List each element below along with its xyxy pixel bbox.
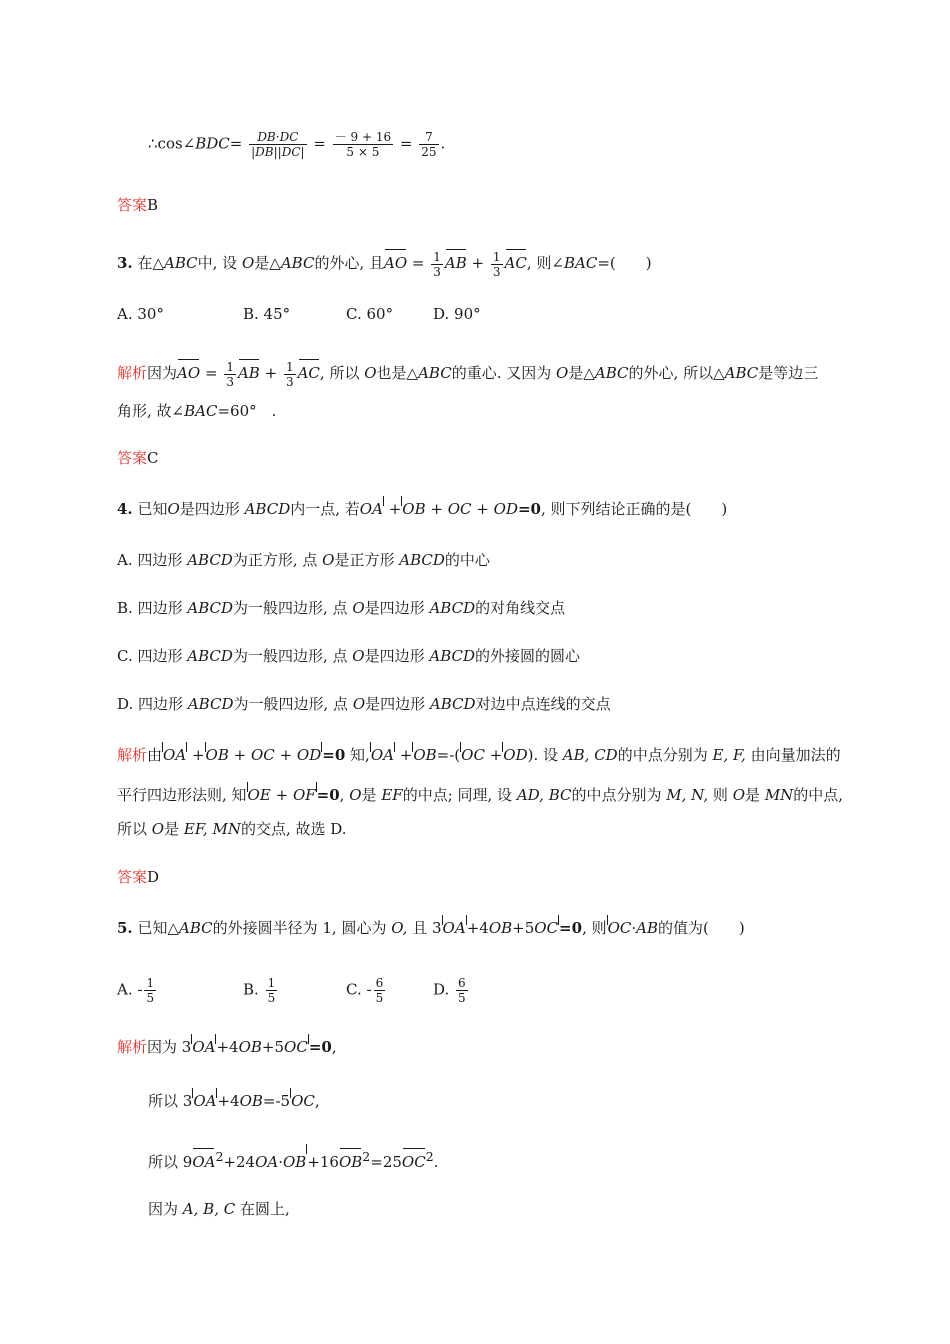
fraction-one-third: $\frac{1}{3}$ — [226, 359, 234, 389]
equals-sign: = — [399, 134, 413, 153]
fraction-one-third: $\frac{1}{3}$ — [433, 249, 441, 279]
vector-ab: AB — [238, 358, 260, 384]
vector-oc: OC — [447, 500, 472, 518]
question-number: 5. — [117, 919, 133, 937]
equals-sign: = — [313, 134, 326, 153]
q4-option-b: B. 四边形 ABCD为一般四边形, 点 O是四边形 ABCD的对角线交点 — [117, 599, 566, 617]
option-fraction: $\frac{6}{5}$ — [375, 976, 384, 1005]
q3-option-c: C. 60° — [346, 305, 394, 323]
answer-value: C — [147, 449, 159, 467]
solution-3-line-2: 角形, 故∠BAC=60° . — [117, 402, 277, 420]
option-fraction: $\frac{1}{5}$ — [146, 976, 155, 1005]
q5-option-a: A. - $\frac{1}{5}$ — [117, 976, 155, 1005]
q5-option-d: D. $\frac{6}{5}$ — [433, 976, 466, 1005]
option-fraction: $\frac{6}{5}$ — [458, 976, 466, 1005]
vector-ab: AB — [445, 248, 467, 274]
answer-2 — [117, 194, 158, 216]
angle-bdc: BDC — [195, 134, 230, 153]
equals-sign: = — [229, 134, 243, 153]
solution-5-line-3: 所以 $9OA^2+24OA\cdot OB+16OB^2=25OC^2$. — [148, 1146, 438, 1173]
fraction-one-third: $\frac{1}{3}$ — [285, 359, 294, 389]
q4-option-c: C. 四边形 ABCD为一般四边形, 点 O是四边形 ABCD的外接圆的圆心 — [117, 647, 581, 665]
cos-fraction-2: $\frac{- 9 + 16}{5 \times 5}$ — [334, 130, 392, 159]
answer-4 — [117, 866, 159, 888]
cos-fraction-1: $\frac{DB\cdot DC}{|DB||DC|}$ — [251, 130, 305, 159]
solution-label: 解析 — [117, 1038, 148, 1056]
answer-value: B — [147, 196, 159, 214]
vector-ac: AC — [298, 358, 320, 384]
answer-label: 答案 — [117, 196, 148, 214]
solution-5-line-2: 所以 3OA+4OB=-5OC, — [148, 1090, 320, 1112]
cos-formula: ∴cos∠BDC= $\frac{DB\cdot DC}{|DB||DC|}$ = $\frac{- 9 + 16}{5 \times 5}$ = $\frac{7}{25}$ . — [148, 130, 446, 159]
vector-ac: AC — [505, 248, 527, 274]
solution-label: 解析 — [117, 364, 148, 382]
answer-value: D — [147, 868, 160, 886]
question-4: 4. 已知O是四边形 ABCD内一点, 若OA +OB + OC + OD=0, 则下列结论正确的是( ) — [117, 498, 727, 520]
question-5: 5. 已知△ABC的外接圆半径为 1, 圆心为 O, 且 3OA+4OB+5OC=0, 则OC·AB的值为( ) — [117, 917, 745, 939]
answer-3 — [117, 447, 159, 469]
cos-fraction-3: $\frac{7}{25}$ — [421, 130, 437, 159]
q3-option-a: A. 30° — [117, 305, 164, 323]
fraction-one-third: $\frac{1}{3}$ — [492, 249, 501, 279]
question-3: 3. 在△ABC中, 设 O是△ABC的外心, 且AO = $\frac{1}{3}$ AB + $\frac{1}{3}$ AC, 则∠BAC=( ) — [117, 249, 652, 279]
solution-5-line-4: 因为 A, B, C 在圆上, — [148, 1200, 290, 1218]
q5-option-b: B. $\frac{1}{5}$ — [243, 976, 276, 1005]
vector-ao: AO — [384, 248, 407, 274]
solution-5-line-1: 解析因为 3OA+4OB+5OC=0, — [117, 1036, 337, 1058]
q5-option-c: C. - $\frac{6}{5}$ — [346, 976, 384, 1005]
solution-3-line-1: 解析因为AO = $\frac{1}{3}$ AB + $\frac{1}{3}$ AC, 所以 O也是△ABC的重心. 又因为 O是△ABC的外心, 所以△ABC是等边三 — [117, 359, 819, 389]
cos-prefix: ∴cos∠ — [148, 134, 196, 153]
vector-ao: AO — [177, 358, 200, 384]
vector-od: OD — [493, 500, 518, 518]
solution-4-line-3: 所以 O是 EF, MN的交点, 故选 D. — [117, 820, 347, 838]
solution-4-line-1: 解析由OA +OB + OC + OD=0 知,OA +OB=-(OC +OD). 设 AB, CD的中点分别为 E, F, 由向量加法的 — [117, 744, 841, 766]
vector-oa: OA — [359, 500, 383, 518]
question-number: 4. — [117, 500, 133, 518]
q4-option-d: D. 四边形 ABCD为一般四边形, 点 O是四边形 ABCD对边中点连线的交点 — [117, 695, 611, 713]
question-number: 3. — [117, 254, 133, 272]
q4-option-a: A. 四边形 ABCD为正方形, 点 O是正方形 ABCD的中心 — [117, 551, 490, 569]
solution-4-line-2: 平行四边形法则, 知OE + OF=0, O是 EF的中点; 同理, 设 AD, BC的中点分别为 M, N, 则 O是 MN的中点, — [117, 784, 843, 806]
vector-ob: OB — [402, 500, 426, 518]
answer-label: 答案 — [117, 868, 148, 886]
solution-label: 解析 — [117, 746, 148, 764]
q3-option-b: B. 45° — [243, 305, 291, 323]
option-fraction: $\frac{1}{5}$ — [267, 976, 276, 1005]
q3-option-d: D. 90° — [433, 305, 481, 323]
answer-label: 答案 — [117, 449, 148, 467]
